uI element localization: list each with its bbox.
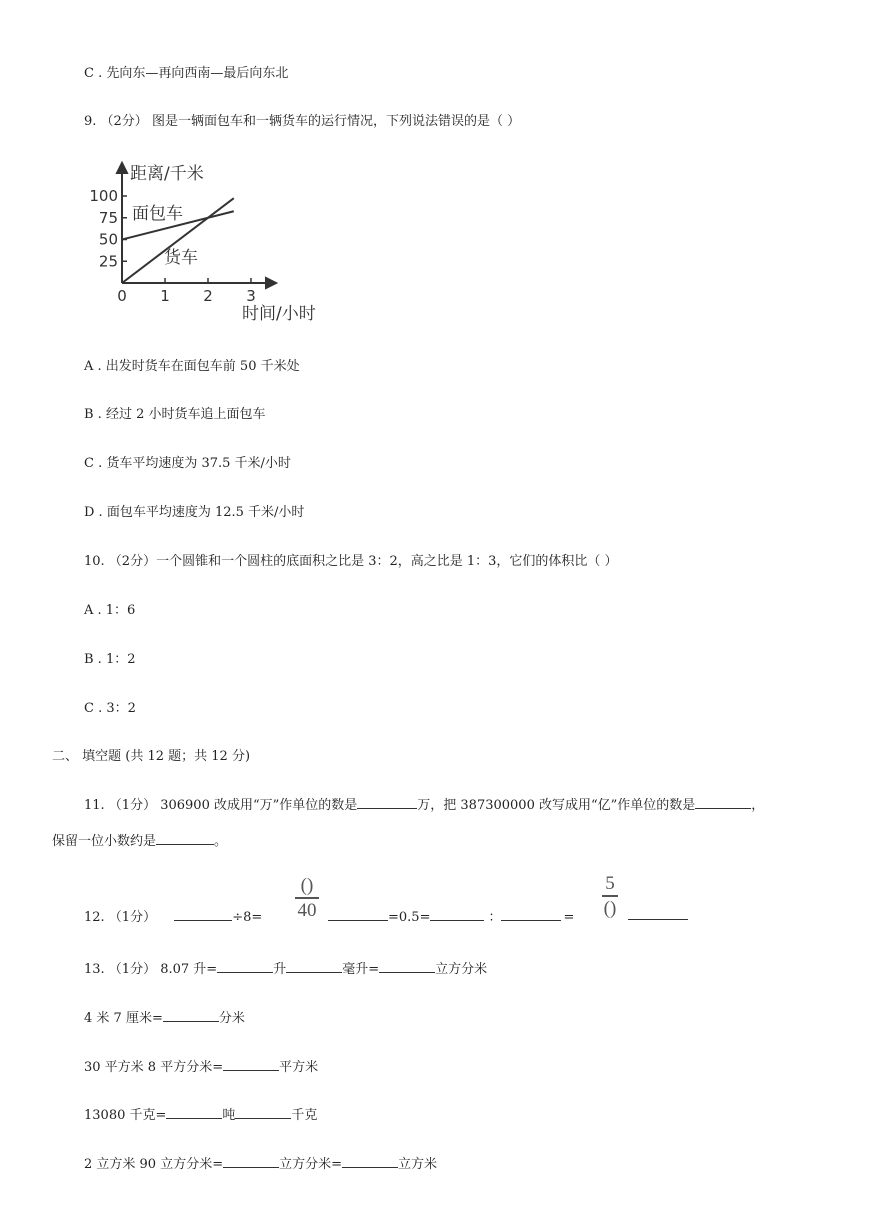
q9-option-b: B . 经过 2 小时货车追上面包车	[84, 407, 266, 422]
q13-text: 13080 千克=	[84, 1108, 167, 1123]
q12-colon: ：	[488, 910, 502, 925]
q13-line2	[84, 1007, 245, 1026]
x-tick-label: 2	[203, 287, 213, 305]
q12-eq-half: =0.5=	[388, 910, 431, 925]
q11-text-1: 11. （1分） 306900 改成用“万”作单位的数是	[84, 798, 358, 813]
fraction-bar	[295, 897, 319, 899]
q12-label: 12. （1分）	[84, 910, 157, 925]
answer-blank[interactable]	[156, 831, 214, 845]
q13-line1	[84, 958, 487, 977]
q13-line5	[84, 1153, 437, 1172]
series-label-minibus: 面包车	[132, 204, 183, 224]
answer-blank[interactable]	[223, 1154, 279, 1168]
q12-fraction-2-numerator: 5	[605, 873, 615, 894]
q13-text: 分米	[218, 1011, 245, 1026]
q12-fraction-2	[602, 874, 618, 918]
q9-stem: 9. （2分） 图是一辆面包车和一辆货车的运行情况，下列说法错误的是（ ）	[84, 114, 521, 129]
y-tick-label: 75	[98, 208, 118, 227]
q12-fraction-2-denominator: ()	[603, 898, 617, 919]
x-axis-arrow	[266, 278, 276, 288]
answer-blank[interactable]	[342, 1154, 398, 1168]
q10-option-b: B . 1：2	[84, 652, 136, 667]
q13-line4	[84, 1104, 317, 1123]
q12-fraction-1-denominator: 40	[297, 900, 317, 921]
answer-blank[interactable]	[174, 907, 232, 921]
x-tick-label: 0	[117, 287, 127, 305]
series-label-truck: 货车	[164, 248, 198, 268]
q13-text: 毫升=	[342, 962, 380, 977]
q13-text: 平方米	[279, 1060, 319, 1075]
q13-text: 千克	[291, 1108, 318, 1123]
q9-option-d: D . 面包车平均速度为 12.5 千米/小时	[84, 505, 305, 520]
x-tick-label: 1	[160, 287, 170, 305]
answer-blank[interactable]	[328, 907, 388, 921]
q13-text: 2 立方米 90 立方分米=	[84, 1157, 224, 1172]
q11-text-3: ，	[751, 798, 765, 813]
q9-option-c: C . 货车平均速度为 37.5 千米/小时	[84, 456, 291, 471]
q9-chart	[80, 155, 350, 330]
q10-option-c: C . 3：2	[84, 701, 136, 716]
answer-blank[interactable]	[501, 907, 561, 921]
q10-option-a: A . 1：6	[84, 603, 136, 618]
x-tick-label: 3	[246, 287, 256, 305]
q11-text-4: 保留一位小数约是	[52, 834, 157, 849]
q12-fraction-1-numerator: ()	[300, 875, 314, 896]
q13-text: 30 平方米 8 平方分米=	[84, 1060, 224, 1075]
q13-line3	[84, 1056, 318, 1075]
y-axis-label: 距离/千米	[130, 164, 204, 184]
section-heading: 二、 填空题 (共 12 题；共 12 分)	[52, 749, 251, 764]
q12-line	[84, 906, 262, 925]
answer-blank[interactable]	[223, 1057, 279, 1071]
answer-blank[interactable]	[379, 959, 435, 973]
q13-text: 升	[273, 962, 287, 977]
q12-fraction-1	[295, 876, 319, 920]
answer-blank[interactable]	[286, 959, 342, 973]
q13-text: 立方分米=	[279, 1157, 343, 1172]
q9-option-a: A . 出发时货车在面包车前 50 千米处	[84, 359, 300, 374]
q10-stem: 10. （2分）一个圆锥和一个圆柱的底面积之比是 3：2，高之比是 1：3，它们的体积比（ ）	[84, 554, 618, 569]
answer-blank[interactable]	[217, 959, 273, 973]
answer-blank[interactable]	[357, 795, 417, 809]
y-tick-label: 25	[98, 252, 118, 271]
q13-text: 立方分米	[435, 962, 488, 977]
q12-line-2	[328, 906, 574, 925]
q13-text: 吨	[222, 1108, 236, 1123]
x-axis-label: 时间/小时	[242, 304, 316, 324]
answer-blank[interactable]	[695, 795, 751, 809]
q13-text: 立方米	[398, 1157, 438, 1172]
q11-text-2: 万，把 387300000 改写成用“亿”作单位的数是	[417, 798, 696, 813]
q12-eq: =	[563, 910, 575, 925]
y-tick-label: 50	[98, 230, 118, 249]
answer-blank[interactable]	[163, 1008, 219, 1022]
q13-text: 13. （1分） 8.07 升=	[84, 962, 218, 977]
q12-div8: ÷8=	[232, 910, 263, 925]
q11-line2	[52, 830, 227, 849]
answer-blank[interactable]	[430, 907, 484, 921]
q8-option-c: C . 先向东—再向西南—最后向东北	[84, 66, 289, 81]
y-tick-label: 100	[89, 187, 118, 205]
fraction-bar	[602, 895, 618, 897]
answer-blank[interactable]	[235, 1105, 291, 1119]
q11-text-5: 。	[214, 834, 228, 849]
q13-text: 4 米 7 厘米=	[84, 1011, 163, 1026]
y-axis-arrow	[117, 163, 127, 173]
q11-line1	[84, 794, 764, 813]
answer-blank[interactable]	[166, 1105, 222, 1119]
answer-blank[interactable]	[628, 906, 688, 920]
